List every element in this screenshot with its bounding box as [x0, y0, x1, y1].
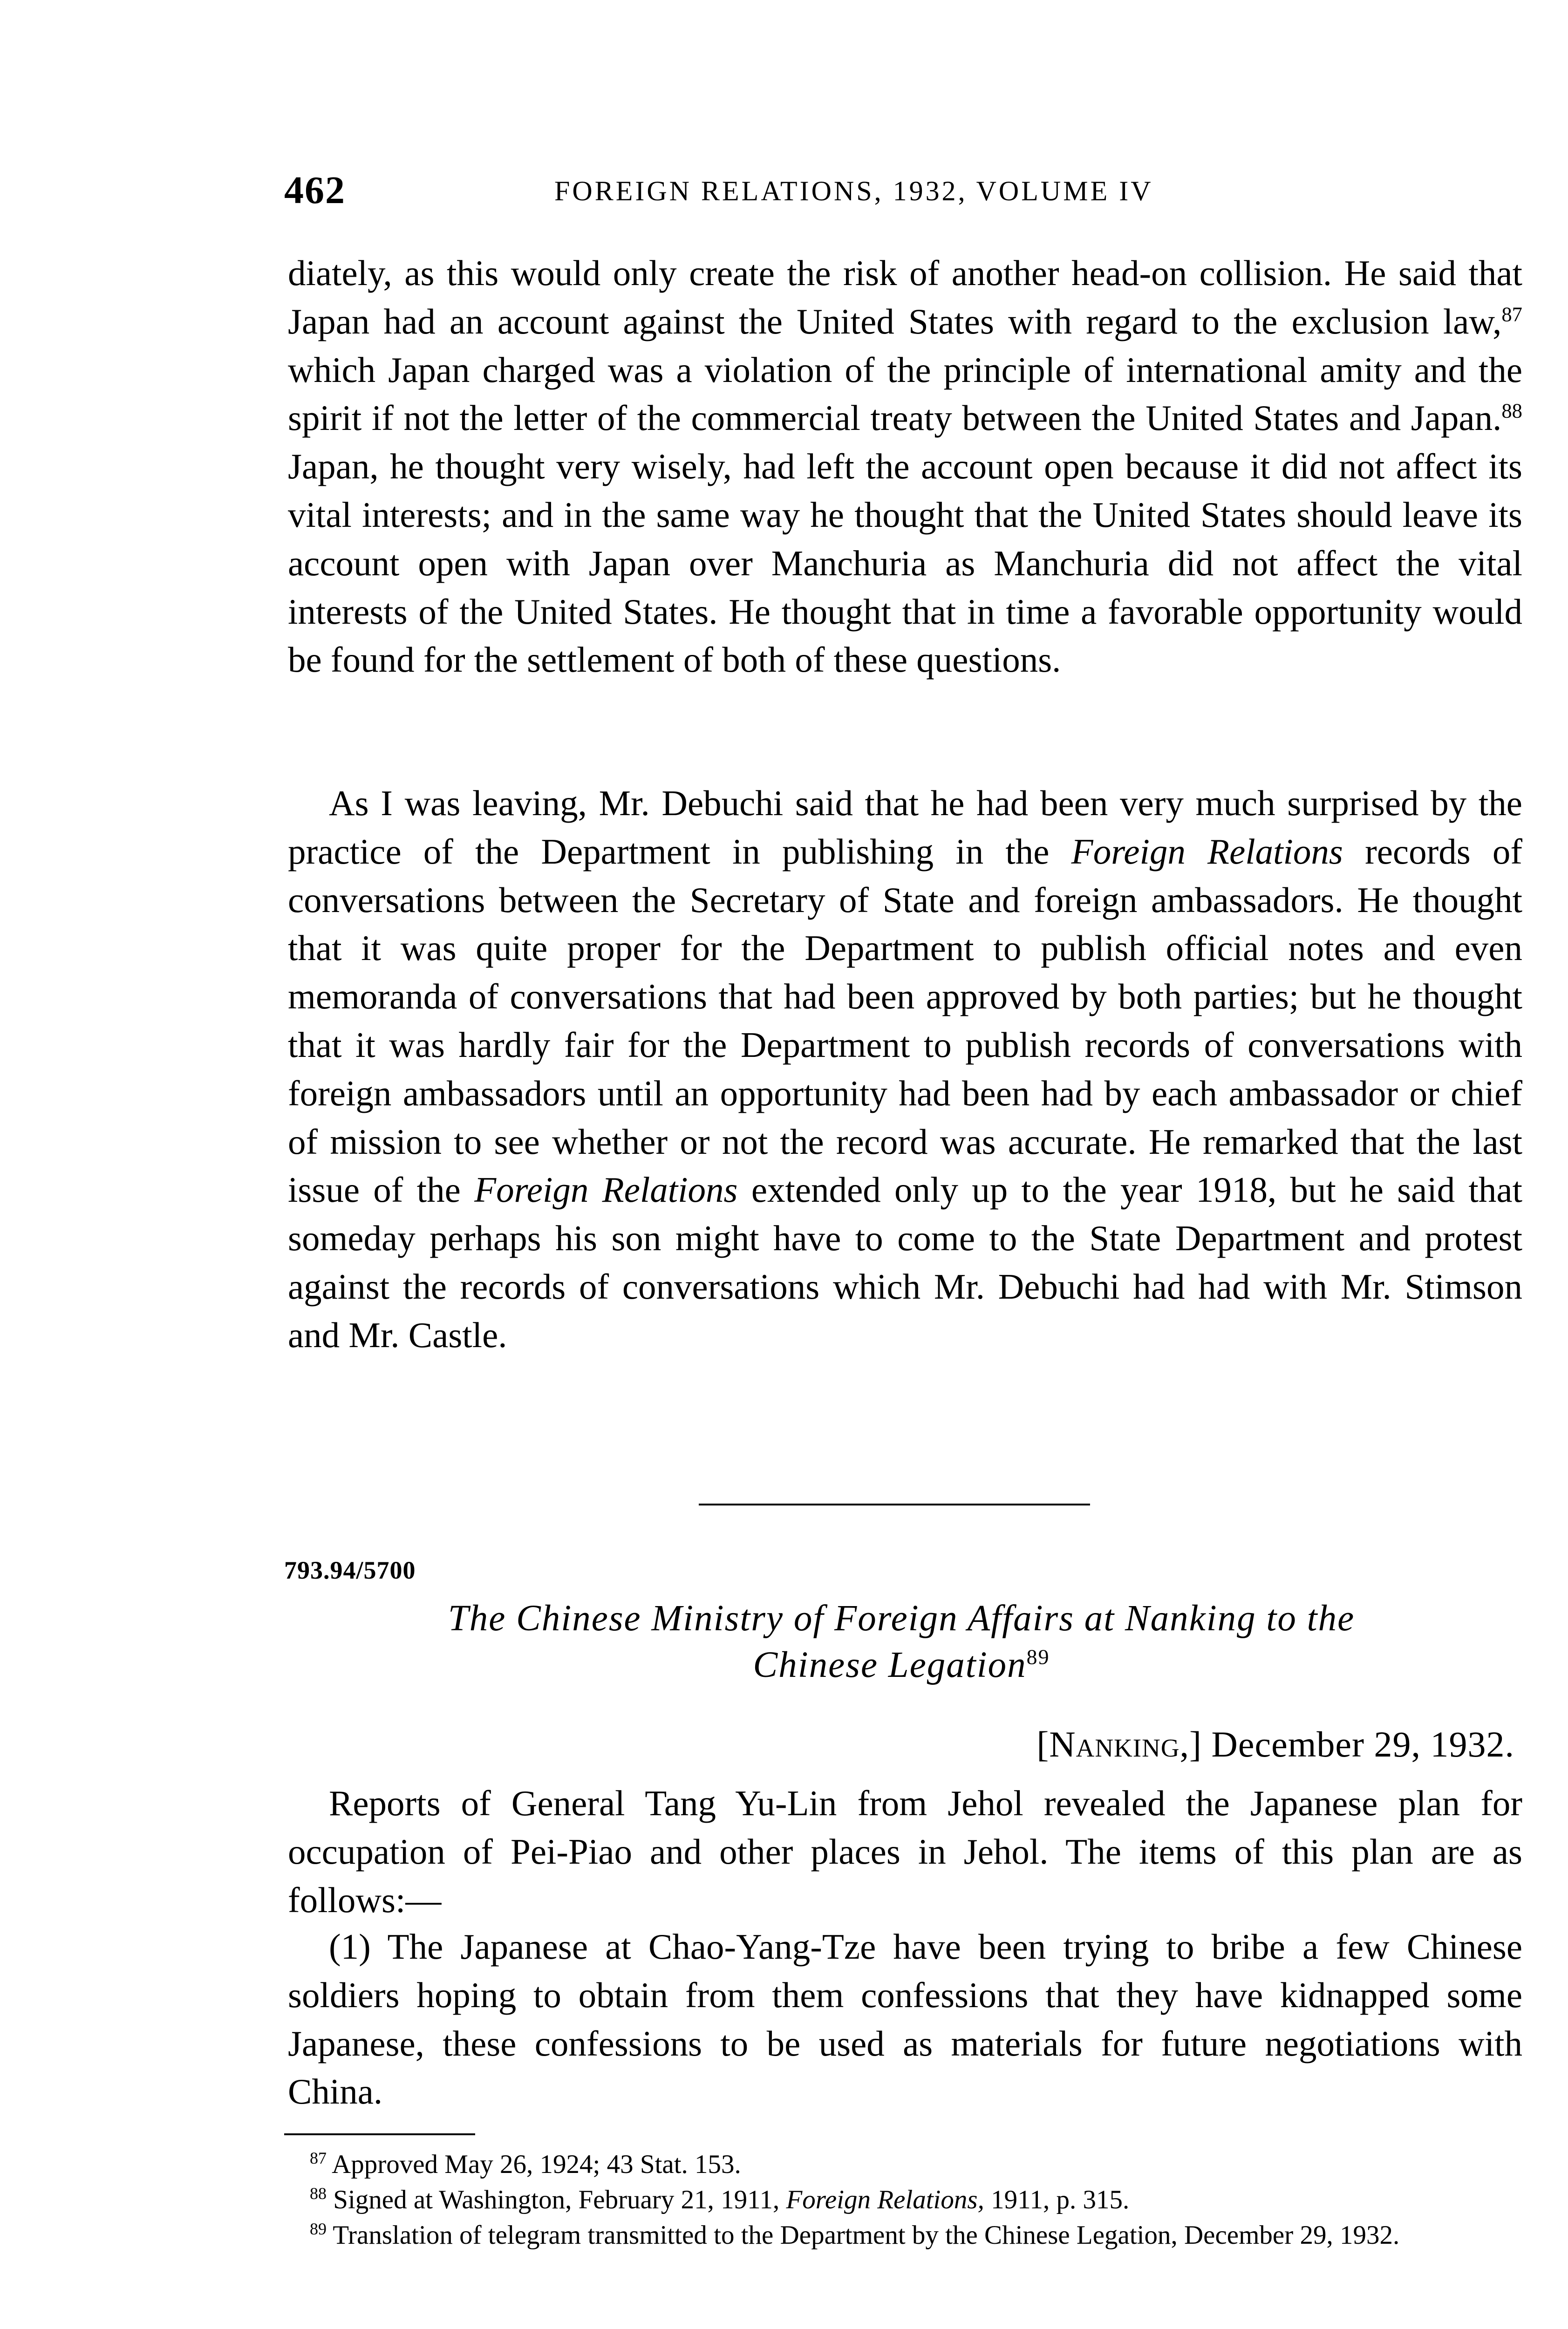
dateline: [Nanking,] December 29, 1932.	[1036, 1724, 1514, 1764]
paragraph-segment: As I was leaving, Mr. Debuchi said that he had been very much surprised by the practice of the Department in publishing in the	[288, 783, 1522, 872]
paragraph-segment: which Japan charged was a violation of the principle of international amity and the spirit if not the letter of the commercial treaty between the United States and Japan.	[288, 349, 1522, 438]
footnote-divider	[284, 2133, 475, 2135]
footnote-ref-89[interactable]: 89	[1026, 1645, 1050, 1669]
footnote-text: Translation of telegram transmitted to the Department by the Chinese Legation, December 29, 1932.	[333, 2220, 1400, 2250]
footnote-mark: 88	[310, 2184, 327, 2203]
section-divider	[699, 1504, 1090, 1505]
publication-title: Foreign Relations	[1071, 831, 1343, 872]
paragraph-text: (1) The Japanese at Chao-Yang-Tze have been trying to bribe a few Chinese soldiers hoping to obtain from them confessions that they have kidnapped some Japanese, these confessions to be used as materials for future negotiations with China.	[288, 1927, 1522, 2112]
footnote-89	[284, 2214, 1519, 2250]
footnote-ref-87[interactable]: 87	[1501, 302, 1522, 326]
paragraph-segment: diately, as this would only create the risk of another head-on collision. He said that Japan had an account against the United States with regard to the exclusion law,	[288, 253, 1522, 341]
footnote-87	[284, 2144, 1519, 2179]
paragraph-segment: extended only up to the year 1918, but he said that someday perhaps his son might have to come to the State Department and protest against the records of conversations which Mr. Debuchi had had with Mr. Stimson and Mr. Castle.	[288, 1170, 1522, 1355]
document-paragraph-1	[288, 1779, 1522, 1924]
footnotes	[284, 2144, 1519, 2250]
dateline-date: December 29, 1932.	[1202, 1724, 1514, 1764]
page-header	[284, 163, 1514, 214]
continuation-paragraph-1	[288, 249, 1522, 684]
continuation-paragraph-2	[288, 779, 1522, 1360]
paragraph-text	[288, 249, 1522, 684]
paragraph-segment: Japan, he thought very wisely, had left the account open because it did not affect its vital interests; and in the same way he thought that the United States should leave its account open with Japan over Manchuria as Manchuria did not affect the vital interests of the United States. He thought that in time a favorable opportunity would be found for the settlement of both of these questions.	[288, 446, 1522, 680]
paragraph-text: Reports of General Tang Yu-Lin from Jehol revealed the Japanese plan for occupation of Pei-Piao and other places in Jehol. The items of this plan are as follows:—	[288, 1783, 1522, 1920]
footnote-88	[284, 2179, 1519, 2214]
publication-title: Foreign Relations	[474, 1170, 738, 1210]
title-text: Chinese Legation	[753, 1645, 1027, 1685]
footnote-ref-88[interactable]: 88	[1501, 399, 1522, 422]
footnote-text: Signed at Washington, February 21, 1911,	[333, 2185, 786, 2214]
running-head: FOREIGN RELATIONS, 1932, VOLUME IV	[554, 176, 1153, 206]
paragraph-segment: records of conversations between the Secretary of State and foreign ambassadors. He thought that it was quite proper for the Department to publish official notes and even memoranda of conversations that had been approved by both parties; but he thought that it was hardly fair for the Department to publish records of conversations with foreign ambassadors until an opportunity had been had by each ambassador or chief of mission to see whether or not the record was accurate. He remarked that the last issue of the	[288, 831, 1522, 1210]
publication-title: Foreign Relations,	[786, 2185, 984, 2214]
document-paragraph-2	[288, 1923, 1522, 2116]
paragraph-text	[288, 779, 1522, 1360]
footnote-text: 1911, p. 315.	[984, 2185, 1130, 2214]
title-line-2	[345, 1642, 1458, 1689]
page-number: 462	[284, 169, 346, 212]
title-line-1: The Chinese Ministry of Foreign Affairs at Nanking to the	[448, 1598, 1355, 1639]
footnote-mark: 89	[310, 2220, 327, 2238]
document-title	[345, 1595, 1458, 1689]
file-number: 793.94/5700	[284, 1556, 416, 1584]
footnote-text: Approved May 26, 1924; 43 Stat. 153.	[332, 2150, 741, 2179]
dateline-place: Nanking,	[1049, 1724, 1190, 1764]
footnote-mark: 87	[310, 2149, 327, 2167]
